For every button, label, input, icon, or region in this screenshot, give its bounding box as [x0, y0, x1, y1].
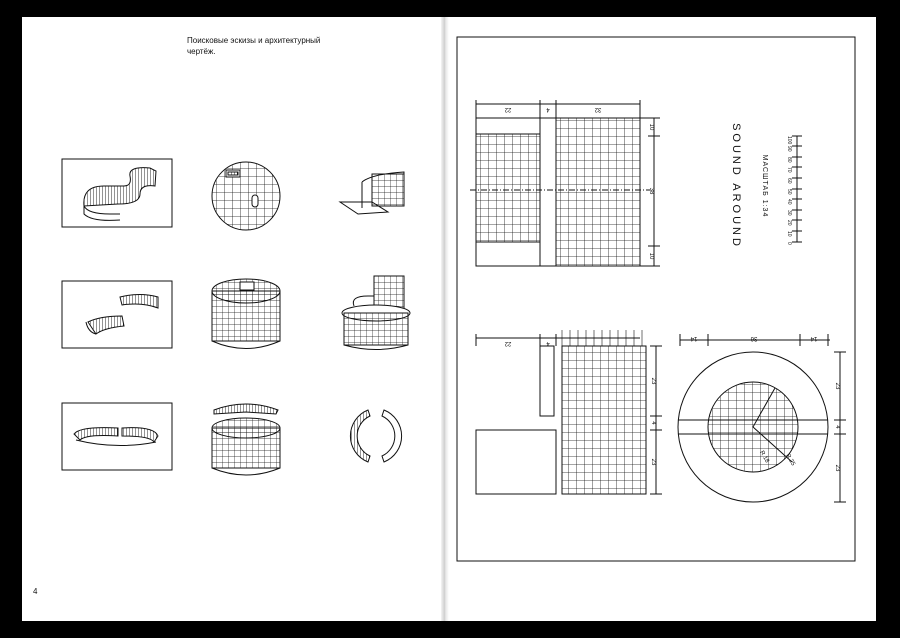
- dim-ct-2: 36: [750, 335, 758, 341]
- dim-cs-3: 23: [834, 464, 840, 472]
- radius-label-1: R 18: [758, 450, 770, 464]
- sketch-3-3: [350, 410, 401, 462]
- dim-top-1: 22: [504, 106, 512, 112]
- drawing-title: SOUND AROUND: [730, 123, 742, 249]
- dim-cs-2: 4: [834, 425, 840, 429]
- dim-side-1: 10: [648, 123, 654, 131]
- sketch-1-3: [340, 172, 404, 214]
- scale-tick-60: 60: [786, 178, 792, 184]
- scale-bar: [792, 136, 802, 242]
- sketch-1-1: [62, 159, 172, 227]
- scale-tick-90: 90: [786, 146, 792, 152]
- dim-bls-2: 4: [650, 421, 656, 425]
- sketch-1-2: [212, 162, 280, 230]
- dim-bls-3: 23: [650, 458, 656, 466]
- dim-bl-1: 22: [504, 340, 512, 346]
- scale-tick-30: 30: [786, 210, 792, 216]
- radius-label-2: R 25: [784, 453, 796, 467]
- sketch-2-1: [62, 281, 172, 348]
- circular-plan: [678, 334, 846, 502]
- scale-tick-10: 10: [786, 231, 792, 237]
- page-number: 4: [33, 587, 38, 596]
- dim-bl-2: 4: [546, 340, 550, 346]
- scale-tick-40: 40: [786, 199, 792, 205]
- scale-label: МАСШТАБ 1:34: [761, 154, 768, 218]
- dim-ct-1: 14: [690, 335, 698, 341]
- sketch-3-1: [62, 403, 172, 470]
- dim-cs-1: 23: [834, 382, 840, 390]
- scale-tick-100: 100: [786, 136, 792, 145]
- sketch-3-2: [212, 404, 280, 475]
- top-elevation: [470, 100, 660, 266]
- scale-tick-0: 0: [786, 242, 792, 245]
- technical-drawing: [457, 37, 855, 561]
- dim-ct-3: 14: [810, 335, 818, 341]
- sketch-2-3: [342, 276, 410, 350]
- dim-top-3: 32: [594, 106, 602, 112]
- sketch-2-2: [212, 279, 280, 349]
- dim-side-3: 10: [648, 252, 654, 260]
- scale-tick-50: 50: [786, 189, 792, 195]
- sketch-caption: Поисковые эскизы и архитектурный чертёж.: [187, 36, 321, 56]
- scale-tick-80: 80: [786, 157, 792, 163]
- dim-side-2: 38: [648, 187, 654, 195]
- dim-top-2: 4: [546, 106, 550, 112]
- scale-tick-20: 20: [786, 220, 792, 226]
- front-elevation: [476, 330, 662, 494]
- scale-tick-70: 70: [786, 167, 792, 173]
- dim-bls-1: 23: [650, 377, 656, 385]
